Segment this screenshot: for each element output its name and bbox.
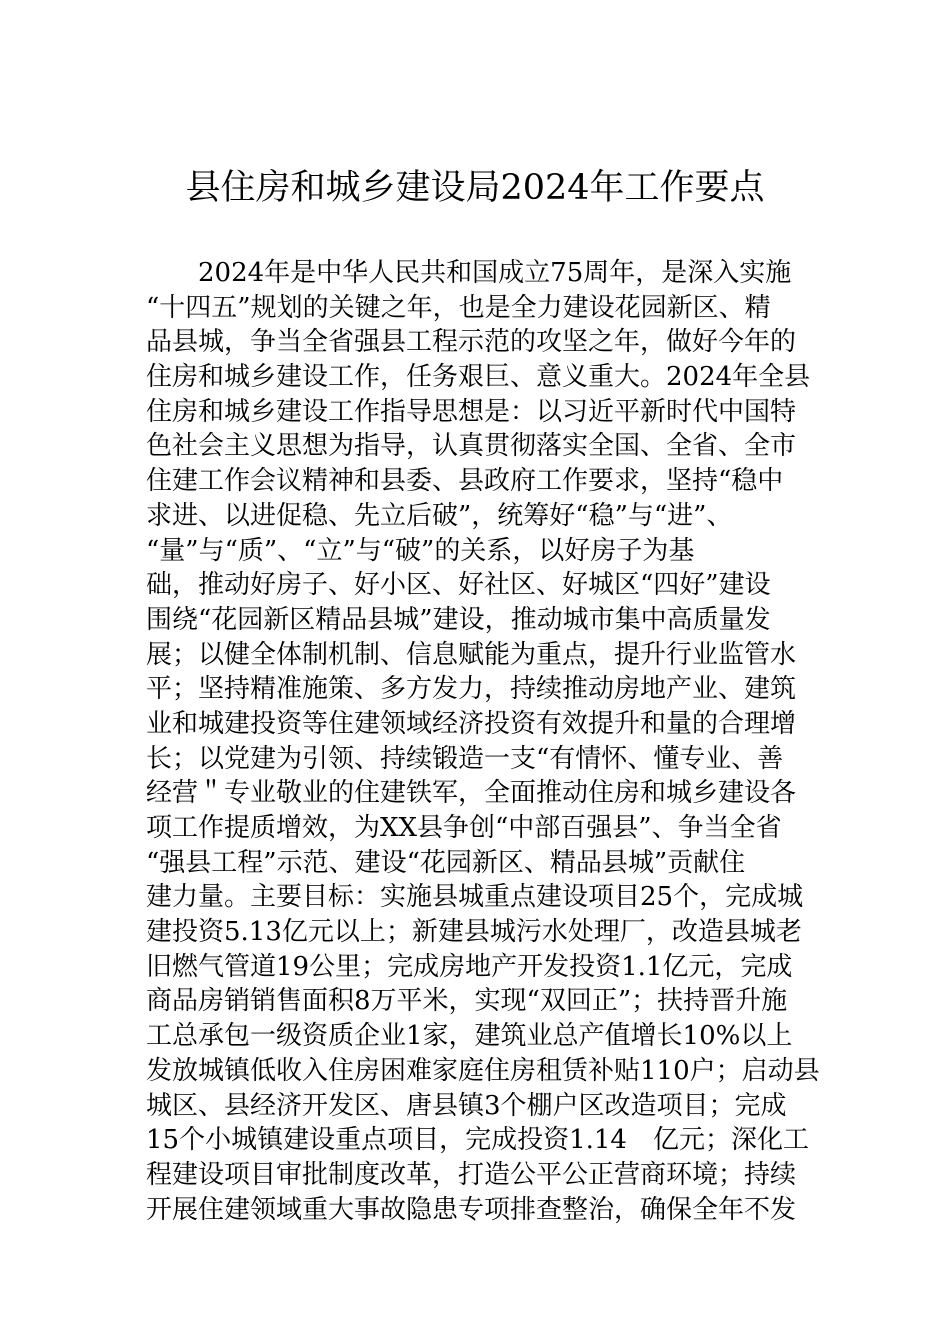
paragraph-line: 程建设项目审批制度改革，打造公平公正营商环境；持续 (146, 1159, 797, 1190)
paragraph-line: 2024年是中华人民共和国成立75周年，是深入实施 (198, 258, 792, 288)
paragraph-line: 经营＂专业敬业的住建铁军，全面推动住房和城乡建设各 (146, 778, 797, 809)
paragraph-line: 色社会主义思想为指导，认真贯彻落实全国、全省、全市 (146, 431, 797, 462)
paragraph-line: 城区、县经济开发区、唐县镇3个棚户区改造项目；完成 (146, 1090, 787, 1121)
paragraph-line: 础，推动好房子、好小区、好社区、好城区“四好”建设 (146, 570, 771, 601)
paragraph-line: 商品房销销售面积8万平米，实现“双回正”；扶持晋升施 (146, 986, 788, 1017)
paragraph-line: 建投资5.13亿元以上；新建县城污水处理厂，改造县城老 (146, 917, 802, 948)
paragraph-line: 求进、以进促稳、先立后破”，统筹好“稳”与“进”、 (146, 500, 733, 531)
paragraph-line: 旧燃气管道19公里；完成房地产开发投资1.1亿元，完成 (146, 951, 793, 982)
paragraph-line: “强县工程”示范、建设“花园新区、精品县城”贡献住 (146, 847, 746, 878)
paragraph-line: “十四五”规划的关键之年，也是全力建设花园新区、精 (146, 292, 771, 323)
paragraph-line: 建力量。主要目标：实施县城重点建设项目25个，完成城 (146, 882, 804, 913)
paragraph-line: 15个小城镇建设重点项目，完成投资1.14 亿元；深化工 (146, 1125, 809, 1156)
paragraph-line: 发放城镇低收入住房困难家庭住房租赁补贴110户；启动县 (146, 1055, 820, 1086)
paragraph-line: 工总承包一级资质企业1家，建筑业总产值增长10%以上 (146, 1021, 793, 1052)
paragraph-line: 住房和城乡建设工作，任务艰巨、意义重大。2024年全县 (146, 362, 811, 393)
paragraph-line: 业和城建投资等住建领域经济投资有效提升和量的合理增 (146, 708, 797, 739)
paragraph-line: 展；以健全体制机制、信息赋能为重点，提升行业监管水 (146, 639, 797, 670)
paragraph-line: 开展住建领域重大事故隐患专项排查整治，确保全年不发 (146, 1194, 797, 1225)
paragraph-line: 平；坚持精准施策、多方发力，持续推动房地产业、建筑 (146, 674, 797, 705)
paragraph-line: 住建工作会议精神和县委、县政府工作要求，坚持“稳中 (146, 466, 784, 497)
paragraph-line: “量”与“质”、“立”与“破”的关系，以好房子为基 (146, 535, 695, 566)
paragraph-line: 长；以党建为引领、持续锻造一支“有情怀、懂专业、善 (146, 743, 784, 774)
paragraph-line: 住房和城乡建设工作指导思想是：以习近平新时代中国特 (146, 396, 797, 427)
paragraph-line: 项工作提质增效，为XX县争创“中部百强县”、争当全省 (146, 813, 782, 843)
document-body (146, 256, 820, 1227)
paragraph-line: 品县城，争当全省强县工程示范的攻坚之年，做好今年的 (146, 327, 797, 358)
document-title: 县住房和城乡建设局2024年工作要点 (185, 168, 765, 208)
paragraph-line: 围绕“花园新区精品县城”建设，推动城市集中高质量发 (146, 604, 771, 635)
